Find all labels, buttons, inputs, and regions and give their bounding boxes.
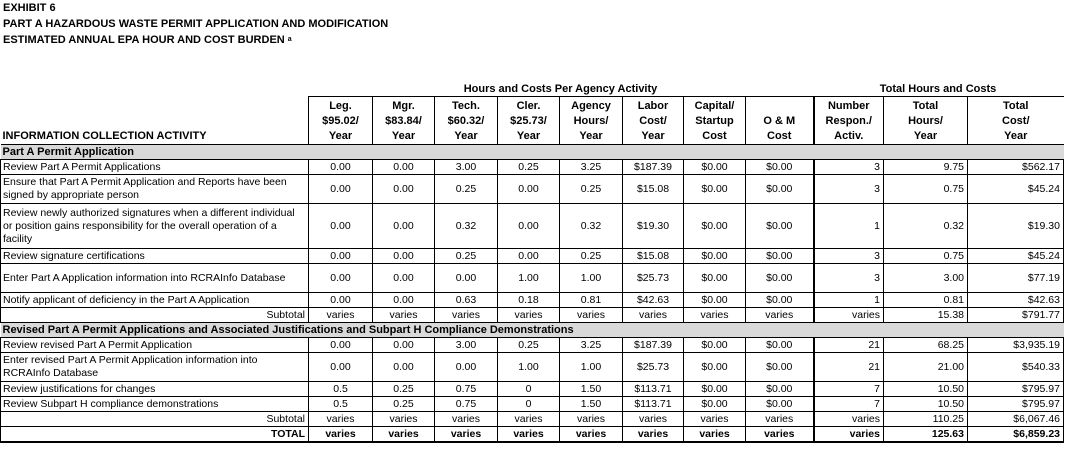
total-cell-labor: varies	[623, 427, 684, 443]
value-cell-tech: 3.00	[435, 160, 498, 175]
value-cell-hours: 0.25	[560, 249, 623, 264]
value-cell-hours: 3.25	[560, 160, 623, 175]
value-cell-labor: $15.08	[623, 175, 684, 204]
value-cell-hours: 3.25	[560, 338, 623, 353]
value-cell-om: $0.00	[746, 160, 814, 175]
value-cell-mgr: 0.00	[373, 175, 435, 204]
subtitle-text: ESTIMATED ANNUAL EPA HOUR AND COST BURDEN	[3, 34, 285, 46]
value-cell-tech: 0.75	[435, 397, 498, 412]
value-cell-om: $0.00	[746, 353, 814, 382]
value-cell-cler: 0.00	[498, 175, 560, 204]
col-total-cost: Total Cost/ Year	[968, 97, 1064, 145]
value-cell-labor: $19.30	[623, 204, 684, 249]
value-cell-om: $0.00	[746, 175, 814, 204]
value-cell-total-hours: 10.50	[884, 382, 968, 397]
col-activity: INFORMATION COLLECTION ACTIVITY	[2, 130, 207, 142]
value-cell-tech: 0.75	[435, 382, 498, 397]
col-tech: Tech. $60.32/ Year	[435, 97, 498, 145]
value-cell-labor: $42.63	[623, 293, 684, 308]
total-cell-capital: varies	[684, 427, 746, 443]
section-title: Revised Part A Permit Applications and Associated Justifications and Subpart H Compliance Demonstrations	[1, 323, 1064, 338]
value-cell-number: 21	[814, 353, 884, 382]
subtotal-cell-om: varies	[746, 412, 814, 427]
value-cell-number: 7	[814, 397, 884, 412]
col-capital: Capital/ Startup Cost	[684, 97, 746, 145]
value-cell-cler: 0	[498, 397, 560, 412]
value-cell-om: $0.00	[746, 293, 814, 308]
total-cell-mgr: varies	[373, 427, 435, 443]
activity-cell: Review Part A Permit Applications	[1, 160, 309, 175]
value-cell-capital: $0.00	[684, 293, 746, 308]
subtotal-cell-leg: varies	[309, 412, 373, 427]
col-cler: Cler. $25.73/ Year	[498, 97, 560, 145]
subtotal-cell-mgr: varies	[373, 412, 435, 427]
value-cell-leg: 0.00	[309, 204, 373, 249]
subtotal-cell-capital: varies	[684, 308, 746, 323]
activity-cell: Review revised Part A Permit Application	[1, 338, 309, 353]
value-cell-mgr: 0.00	[373, 160, 435, 175]
subtotal-cell-total-cost: $6,067.46	[968, 412, 1064, 427]
subtotal-label: Subtotal	[1, 412, 309, 427]
exhibit-label: EXHIBIT 6	[3, 2, 56, 14]
value-cell-tech: 0.32	[435, 204, 498, 249]
value-cell-om: $0.00	[746, 249, 814, 264]
value-cell-number: 3	[814, 160, 884, 175]
value-cell-leg: 0.00	[309, 160, 373, 175]
value-cell-capital: $0.00	[684, 249, 746, 264]
subtotal-cell-total-hours: 15.38	[884, 308, 968, 323]
subtotal-label: Subtotal	[1, 308, 309, 323]
col-om: O & M Cost	[746, 97, 814, 145]
value-cell-leg: 0.00	[309, 293, 373, 308]
value-cell-labor: $187.39	[623, 338, 684, 353]
table-row	[1, 338, 1064, 353]
value-cell-capital: $0.00	[684, 160, 746, 175]
value-cell-labor: $15.08	[623, 249, 684, 264]
subtotal-cell-mgr: varies	[373, 308, 435, 323]
value-cell-cler: 0	[498, 382, 560, 397]
group-header-agency: Hours and Costs Per Agency Activity	[463, 83, 658, 95]
total-row	[1, 427, 1064, 443]
value-cell-number: 3	[814, 249, 884, 264]
group-header-total: Total Hours and Costs	[879, 83, 997, 95]
activity-cell: Review newly authorized signatures when a different individual or position gains responsibility for the overall operation of a facility	[1, 204, 309, 249]
value-cell-labor: $25.73	[623, 264, 684, 293]
value-cell-number: 3	[814, 264, 884, 293]
document-subtitle	[3, 33, 292, 47]
value-cell-total-cost: $795.97	[968, 382, 1064, 397]
table-row	[1, 353, 1064, 382]
subtotal-cell-leg: varies	[309, 308, 373, 323]
subtotal-cell-cler: varies	[498, 308, 560, 323]
value-cell-cler: 1.00	[498, 264, 560, 293]
value-cell-number: 7	[814, 382, 884, 397]
value-cell-tech: 0.00	[435, 264, 498, 293]
value-cell-total-hours: 9.75	[884, 160, 968, 175]
total-cell-om: varies	[746, 427, 814, 443]
total-cell-total-cost: $6,859.23	[968, 427, 1064, 443]
value-cell-mgr: 0.00	[373, 204, 435, 249]
activity-cell: Review signature certifications	[1, 249, 309, 264]
total-cell-number: varies	[814, 427, 884, 443]
value-cell-hours: 1.50	[560, 397, 623, 412]
table-row	[1, 249, 1064, 264]
value-cell-om: $0.00	[746, 264, 814, 293]
subtotal-cell-total-cost: $791.77	[968, 308, 1064, 323]
subtotal-row	[1, 308, 1064, 323]
document-title: PART A HAZARDOUS WASTE PERMIT APPLICATION AND MODIFICATION	[3, 18, 389, 30]
value-cell-number: 1	[814, 293, 884, 308]
value-cell-total-cost: $45.24	[968, 249, 1064, 264]
value-cell-leg: 0.5	[309, 397, 373, 412]
total-cell-hours: varies	[560, 427, 623, 443]
value-cell-hours: 0.81	[560, 293, 623, 308]
value-cell-leg: 0.00	[309, 249, 373, 264]
value-cell-mgr: 0.00	[373, 249, 435, 264]
value-cell-total-cost: $77.19	[968, 264, 1064, 293]
section-header	[1, 323, 1064, 338]
value-cell-number: 21	[814, 338, 884, 353]
subtotal-cell-labor: varies	[623, 308, 684, 323]
subtotal-cell-labor: varies	[623, 412, 684, 427]
value-cell-total-cost: $795.97	[968, 397, 1064, 412]
subtotal-cell-hours: varies	[560, 308, 623, 323]
subtotal-cell-tech: varies	[435, 308, 498, 323]
value-cell-mgr: 0.00	[373, 293, 435, 308]
value-cell-mgr: 0.00	[373, 353, 435, 382]
col-leg: Leg. $95.02/ Year	[309, 97, 373, 145]
value-cell-capital: $0.00	[684, 264, 746, 293]
subtotal-cell-number: varies	[814, 308, 884, 323]
value-cell-hours: 1.00	[560, 264, 623, 293]
value-cell-tech: 0.00	[435, 353, 498, 382]
value-cell-total-hours: 10.50	[884, 397, 968, 412]
value-cell-leg: 0.00	[309, 338, 373, 353]
value-cell-om: $0.00	[746, 382, 814, 397]
column-header-row	[1, 97, 1064, 145]
value-cell-hours: 1.00	[560, 353, 623, 382]
total-cell-leg: varies	[309, 427, 373, 443]
value-cell-hours: 1.50	[560, 382, 623, 397]
table-row	[1, 204, 1064, 249]
value-cell-cler: 1.00	[498, 353, 560, 382]
value-cell-hours: 0.25	[560, 175, 623, 204]
value-cell-om: $0.00	[746, 338, 814, 353]
value-cell-total-hours: 68.25	[884, 338, 968, 353]
footnote-marker: a	[287, 36, 292, 43]
value-cell-total-hours: 0.75	[884, 249, 968, 264]
value-cell-total-cost: $562.17	[968, 160, 1064, 175]
total-label: TOTAL	[1, 427, 309, 443]
value-cell-tech: 3.00	[435, 338, 498, 353]
value-cell-labor: $25.73	[623, 353, 684, 382]
activity-cell: Enter revised Part A Permit Application information into RCRAInfo Database	[1, 353, 309, 382]
subtotal-cell-number: varies	[814, 412, 884, 427]
value-cell-om: $0.00	[746, 397, 814, 412]
value-cell-total-cost: $19.30	[968, 204, 1064, 249]
value-cell-leg: 0.00	[309, 264, 373, 293]
value-cell-cler: 0.25	[498, 338, 560, 353]
subtotal-cell-total-hours: 110.25	[884, 412, 968, 427]
section-title: Part A Permit Application	[1, 145, 1064, 160]
value-cell-hours: 0.32	[560, 204, 623, 249]
activity-cell: Ensure that Part A Permit Application and Reports have been signed by appropriate person	[1, 175, 309, 204]
table-row	[1, 397, 1064, 412]
value-cell-total-cost: $540.33	[968, 353, 1064, 382]
subtotal-cell-capital: varies	[684, 412, 746, 427]
col-total-hours: Total Hours/ Year	[884, 97, 968, 145]
value-cell-total-hours: 0.81	[884, 293, 968, 308]
value-cell-leg: 0.00	[309, 175, 373, 204]
value-cell-cler: 0.00	[498, 249, 560, 264]
value-cell-mgr: 0.00	[373, 338, 435, 353]
value-cell-labor: $187.39	[623, 160, 684, 175]
value-cell-total-hours: 0.75	[884, 175, 968, 204]
total-cell-tech: varies	[435, 427, 498, 443]
value-cell-tech: 0.25	[435, 175, 498, 204]
value-cell-mgr: 0.25	[373, 382, 435, 397]
value-cell-leg: 0.5	[309, 382, 373, 397]
value-cell-capital: $0.00	[684, 175, 746, 204]
value-cell-total-hours: 0.32	[884, 204, 968, 249]
value-cell-cler: 0.18	[498, 293, 560, 308]
value-cell-mgr: 0.25	[373, 397, 435, 412]
table-row	[1, 264, 1064, 293]
subtotal-cell-hours: varies	[560, 412, 623, 427]
value-cell-tech: 0.63	[435, 293, 498, 308]
value-cell-total-hours: 21.00	[884, 353, 968, 382]
activity-cell: Review justifications for changes	[1, 382, 309, 397]
total-cell-cler: varies	[498, 427, 560, 443]
subtotal-row	[1, 412, 1064, 427]
subtotal-cell-cler: varies	[498, 412, 560, 427]
table-row	[1, 175, 1064, 204]
value-cell-capital: $0.00	[684, 204, 746, 249]
activity-cell: Enter Part A Application information into RCRAInfo Database	[1, 264, 309, 293]
value-cell-total-cost: $3,935.19	[968, 338, 1064, 353]
col-mgr: Mgr. $83.84/ Year	[373, 97, 435, 145]
value-cell-total-hours: 3.00	[884, 264, 968, 293]
total-cell-total-hours: 125.63	[884, 427, 968, 443]
value-cell-tech: 0.25	[435, 249, 498, 264]
value-cell-total-cost: $42.63	[968, 293, 1064, 308]
col-number: Number Respon./ Activ.	[814, 97, 884, 145]
value-cell-cler: 0.00	[498, 204, 560, 249]
col-agency-hours: Agency Hours/ Year	[560, 97, 623, 145]
value-cell-labor: $113.71	[623, 382, 684, 397]
subtotal-cell-tech: varies	[435, 412, 498, 427]
value-cell-capital: $0.00	[684, 382, 746, 397]
value-cell-mgr: 0.00	[373, 264, 435, 293]
activity-cell: Review Subpart H compliance demonstrations	[1, 397, 309, 412]
value-cell-total-cost: $45.24	[968, 175, 1064, 204]
value-cell-leg: 0.00	[309, 353, 373, 382]
value-cell-number: 1	[814, 204, 884, 249]
value-cell-capital: $0.00	[684, 353, 746, 382]
value-cell-cler: 0.25	[498, 160, 560, 175]
burden-table	[0, 97, 1064, 443]
activity-cell: Notify applicant of deficiency in the Part A Application	[1, 293, 309, 308]
value-cell-number: 3	[814, 175, 884, 204]
section-header	[1, 145, 1064, 160]
table-row	[1, 293, 1064, 308]
table-row	[1, 160, 1064, 175]
subtotal-cell-om: varies	[746, 308, 814, 323]
value-cell-capital: $0.00	[684, 397, 746, 412]
col-labor-cost: Labor Cost/ Year	[623, 97, 684, 145]
table-row	[1, 382, 1064, 397]
value-cell-labor: $113.71	[623, 397, 684, 412]
value-cell-capital: $0.00	[684, 338, 746, 353]
value-cell-om: $0.00	[746, 204, 814, 249]
